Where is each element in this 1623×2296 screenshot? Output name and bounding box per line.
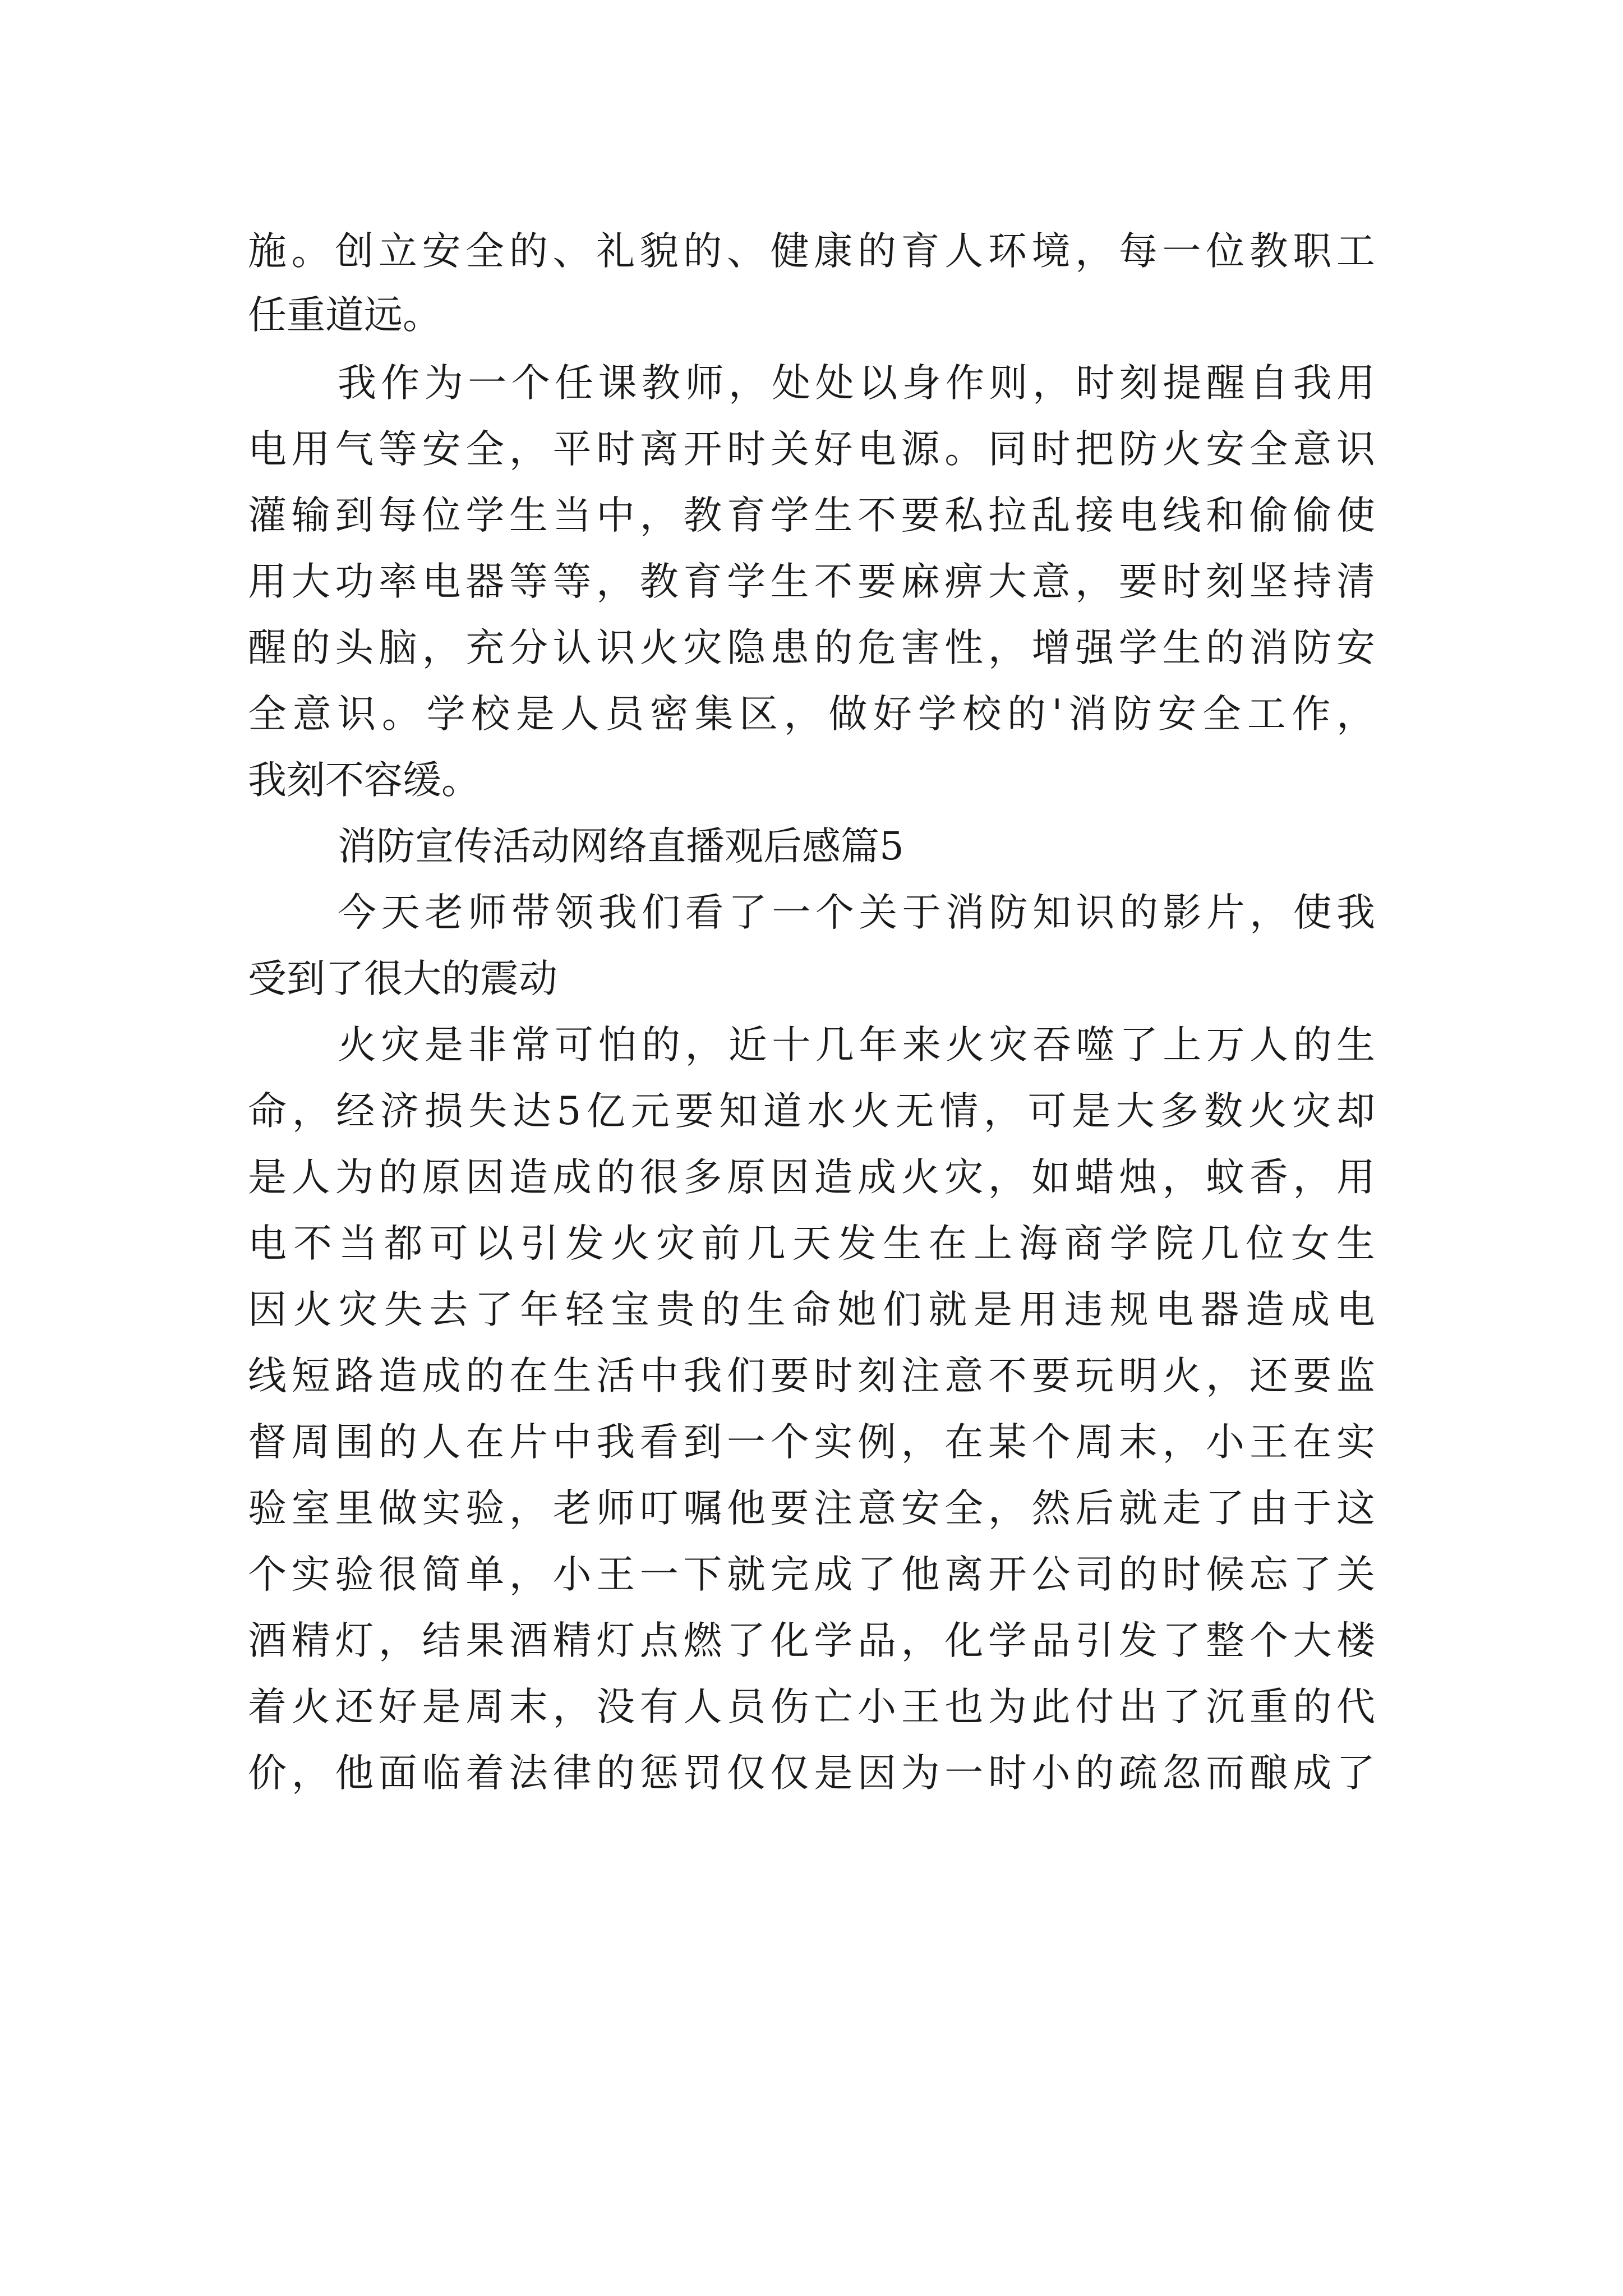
text-line: 我刻不容缓。: [248, 758, 480, 803]
text-line: 电不当都可以引发火灾前几天发生在上海商学院几位女生: [248, 1221, 1375, 1266]
text-line: 醒的头脑，充分认识火灾隐患的危害性，增强学生的消防安: [248, 625, 1375, 670]
text-line: 施。创立安全的、礼貌的、健康的育人环境，每一位教职工: [248, 229, 1375, 274]
text-line: 价，他面临着法律的惩罚仅仅是因为一时小的疏忽而酿成了: [248, 1751, 1375, 1796]
text-line: 着火还好是周末，没有人员伤亡小王也为此付出了沉重的代: [248, 1685, 1375, 1729]
text-line: 酒精灯，结果酒精灯点燃了化学品，化学品引发了整个大楼: [248, 1618, 1375, 1663]
paragraph-first-line: 火灾是非常可怕的，近十几年来火灾吞噬了上万人的生: [338, 1023, 1375, 1068]
text-line: 验室里做实验，老师叮嘱他要注意安全，然后就走了由于这: [248, 1486, 1375, 1531]
paragraph-first-line: 我作为一个任课教师，处处以身作则，时刻提醒自我用: [338, 361, 1375, 406]
text-line: 任重道远。: [248, 293, 441, 338]
text-line: 电用气等安全，平时离开时关好电源。同时把防火安全意识: [248, 427, 1375, 472]
text-line: 全意识。学校是人员密集区，做好学校的'消防安全工作，: [248, 692, 1375, 737]
text-line: 个实验很简单，小王一下就完成了他离开公司的时候忘了关: [248, 1552, 1375, 1597]
text-line: 受到了很大的震动: [248, 956, 557, 1001]
text-line: 督周围的人在片中我看到一个实例，在某个周末，小王在实: [248, 1420, 1375, 1465]
paragraph-first-line: 今天老师带领我们看了一个关于消防知识的影片，使我: [338, 890, 1375, 935]
text-line: 用大功率电器等等，教育学生不要麻痹大意，要时刻坚持清: [248, 559, 1375, 604]
text-line: 灌输到每位学生当中，教育学生不要私拉乱接电线和偷偷使: [248, 493, 1375, 538]
text-line: 是人为的原因造成的很多原因造成火灾，如蜡烛，蚊香，用: [248, 1155, 1375, 1200]
text-line: 线短路造成的在生活中我们要时刻注意不要玩明火，还要监: [248, 1354, 1375, 1398]
section-heading: 消防宣传活动网络直播观后感篇5: [338, 824, 904, 869]
text-line: 命，经济损失达5亿元要知道水火无情，可是大多数火灾却: [248, 1089, 1375, 1134]
text-line: 因火灾失去了年轻宝贵的生命她们就是用违规电器造成电: [248, 1287, 1375, 1332]
